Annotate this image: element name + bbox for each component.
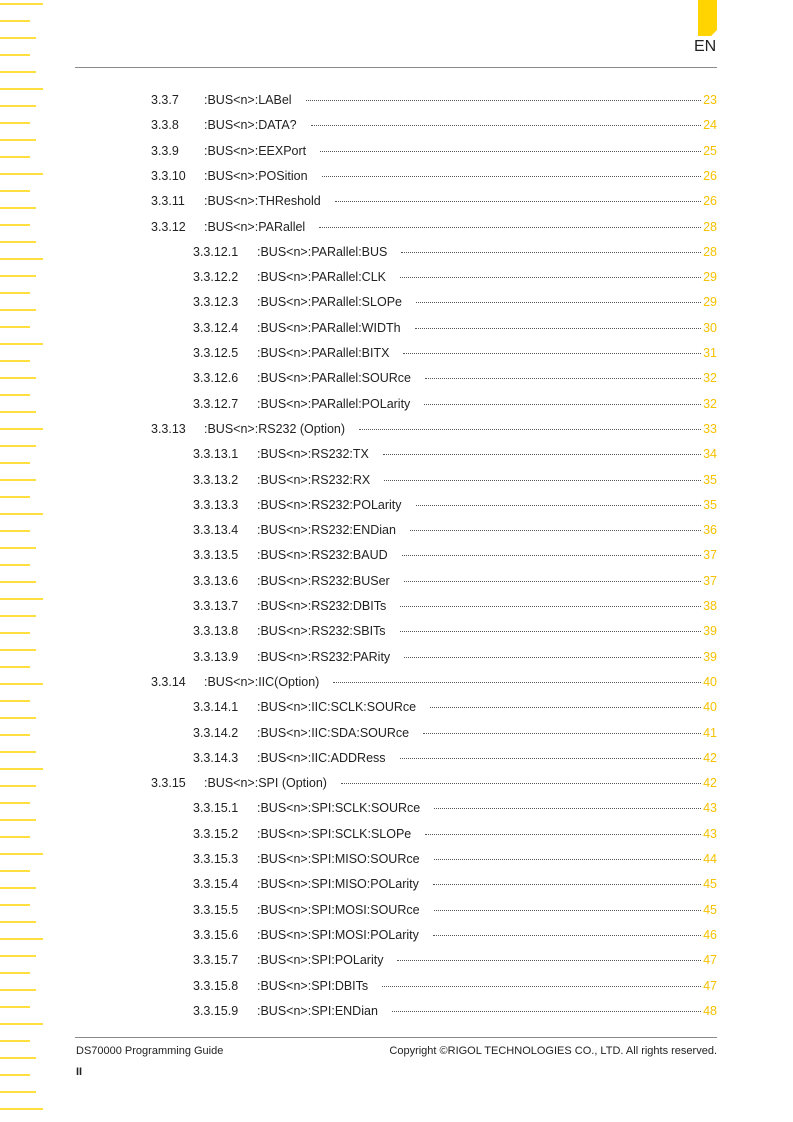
- toc-entry-number: 3.3.13.8: [193, 624, 239, 639]
- toc-entry-page[interactable]: 39: [703, 649, 717, 664]
- toc-entry[interactable]: [193, 928, 717, 946]
- toc-entry-number: 3.3.15.8: [193, 978, 239, 993]
- toc-entry-page[interactable]: 38: [703, 599, 717, 613]
- toc-entry-title[interactable]: :BUS<n>:POSition: [204, 168, 308, 183]
- toc-entry-number: 3.3.13.3: [193, 497, 239, 512]
- toc-entry-page[interactable]: 28: [703, 244, 717, 259]
- toc-entry-title[interactable]: :BUS<n>:RS232:ENDian: [257, 523, 396, 538]
- toc-dot-leader: [434, 859, 702, 860]
- toc-entry-number: 3.3.15.9: [193, 1003, 239, 1018]
- toc-dot-leader: [416, 302, 701, 303]
- toc-dot-leader: [382, 986, 701, 987]
- toc-entry-page[interactable]: 45: [703, 902, 717, 917]
- toc-entry-title[interactable]: :BUS<n>:SPI:DBITs: [257, 978, 369, 993]
- toc-entry-page[interactable]: 46: [703, 927, 717, 942]
- toc-entry-title[interactable]: :BUS<n>:RS232:SBITs: [257, 624, 386, 639]
- toc-entry-title[interactable]: :BUS<n>:SPI:MOSI:SOURce: [257, 902, 420, 917]
- toc-entry-title[interactable]: :BUS<n>:EEXPort: [204, 143, 307, 158]
- toc-dot-leader: [404, 657, 701, 658]
- toc-entry-page[interactable]: 25: [703, 143, 717, 158]
- toc-entry-number: 3.3.14.3: [193, 750, 239, 765]
- toc-entry-title[interactable]: :BUS<n>:SPI:SCLK:SOURce: [257, 801, 421, 816]
- toc-entry-page[interactable]: 30: [703, 320, 717, 335]
- toc-entry-number: 3.3.15.2: [193, 826, 239, 841]
- copyright-notice: Copyright ©RIGOL TECHNOLOGIES CO., LTD. All rights reserved.: [389, 1045, 717, 1057]
- toc-dot-leader: [384, 480, 701, 481]
- toc-entry-number: 3.3.14: [151, 674, 186, 689]
- toc-entry-page[interactable]: 43: [703, 801, 717, 816]
- toc-entry-number: 3.3.12.7: [193, 396, 239, 411]
- toc-entry-title[interactable]: :BUS<n>:PARallel:BUS: [257, 244, 388, 259]
- toc-entry[interactable]: [193, 346, 717, 364]
- toc-dot-leader: [306, 100, 702, 101]
- toc-entry[interactable]: [193, 624, 717, 642]
- toc-dot-leader: [425, 834, 701, 835]
- toc-entry-title[interactable]: :BUS<n>:PARallel:SLOPe: [257, 295, 402, 310]
- toc-dot-leader: [430, 707, 701, 708]
- toc-entry-title[interactable]: :BUS<n>:RS232 (Option): [204, 421, 346, 436]
- toc-entry-number: 3.3.8: [151, 118, 179, 133]
- toc-entry-number: 3.3.15.1: [193, 801, 239, 816]
- toc-dot-leader: [319, 227, 701, 228]
- toc-entry-number: 3.3.12.2: [193, 270, 239, 285]
- toc-entry[interactable]: [193, 295, 717, 313]
- toc-entry-title[interactable]: :BUS<n>:PARallel:POLarity: [257, 396, 411, 411]
- toc-entry-number: 3.3.13.2: [193, 472, 239, 487]
- toc-entry-page[interactable]: 40: [703, 674, 717, 689]
- toc-entry[interactable]: [193, 979, 717, 997]
- toc-entry[interactable]: [193, 700, 717, 718]
- toc-entry[interactable]: [193, 473, 717, 491]
- toc-dot-leader: [424, 404, 701, 405]
- toc-entry-title[interactable]: :BUS<n>:IIC(Option): [204, 674, 320, 689]
- toc-entry-number: 3.3.13.5: [193, 548, 239, 563]
- toc-entry-page[interactable]: 39: [703, 624, 717, 639]
- toc-entry[interactable]: [193, 447, 717, 465]
- toc-entry-page[interactable]: 32: [703, 371, 717, 386]
- toc-entry[interactable]: [151, 169, 717, 187]
- toc-entry-title[interactable]: :BUS<n>:LABel: [204, 93, 292, 107]
- toc-entry[interactable]: [193, 801, 717, 819]
- toc-dot-leader: [400, 758, 702, 759]
- toc-entry-page[interactable]: 34: [703, 447, 717, 462]
- toc-entry-page[interactable]: 44: [703, 852, 717, 866]
- toc-dot-leader: [402, 555, 701, 556]
- toc-entry-page[interactable]: 48: [703, 1003, 717, 1018]
- toc-entry-title[interactable]: :BUS<n>:SPI:SCLK:SLOPe: [257, 826, 412, 841]
- toc-entry-title[interactable]: :BUS<n>:RS232:RX: [257, 472, 371, 487]
- toc-entry-number: 3.3.15.4: [193, 877, 239, 892]
- toc-entry-page[interactable]: 45: [703, 877, 717, 892]
- toc-entry-title[interactable]: :BUS<n>:RS232:POLarity: [257, 497, 402, 512]
- toc-entry-page[interactable]: 37: [703, 573, 717, 588]
- toc-entry[interactable]: [151, 776, 717, 794]
- toc-entry-number: 3.3.15.6: [193, 927, 239, 942]
- toc-entry-number: 3.3.12.4: [193, 320, 239, 335]
- toc-entry-page[interactable]: 43: [703, 826, 717, 841]
- toc-entry-page[interactable]: 32: [703, 396, 717, 411]
- toc-entry-title[interactable]: :BUS<n>:SPI:MOSI:POLarity: [257, 927, 419, 942]
- toc-entry-title[interactable]: :BUS<n>:THReshold: [204, 194, 321, 209]
- toc-entry[interactable]: [193, 903, 717, 921]
- toc-entry-title[interactable]: :BUS<n>:PARallel:WIDTh: [257, 320, 401, 335]
- toc-entry-page[interactable]: 35: [703, 472, 717, 487]
- toc-entry-number: 3.3.13.7: [193, 599, 239, 613]
- toc-entry[interactable]: [193, 827, 717, 845]
- toc-entry[interactable]: [193, 852, 717, 870]
- toc-entry-page[interactable]: 28: [703, 219, 717, 234]
- toc-entry-number: 3.3.15.3: [193, 852, 239, 866]
- toc-entry[interactable]: [151, 118, 717, 136]
- toc-entry-number: 3.3.15: [151, 776, 186, 791]
- toc-entry-title[interactable]: :BUS<n>:RS232:BUSer: [257, 573, 390, 588]
- toc-entry-page[interactable]: 24: [703, 118, 717, 133]
- toc-entry-number: 3.3.13.4: [193, 523, 239, 538]
- toc-entry-number: 3.3.13.1: [193, 447, 239, 462]
- toc-entry-title[interactable]: :BUS<n>:IIC:SCLK:SOURce: [257, 700, 417, 715]
- toc-entry[interactable]: [151, 194, 717, 212]
- toc-dot-leader: [404, 581, 701, 582]
- toc-entry-title[interactable]: :BUS<n>:IIC:SDA:SOURce: [257, 725, 410, 740]
- toc-entry-title[interactable]: :BUS<n>:DATA?: [204, 118, 297, 133]
- toc-entry-number: 3.3.13.6: [193, 573, 239, 588]
- toc-entry[interactable]: [193, 523, 717, 541]
- toc-dot-leader: [397, 960, 701, 961]
- toc-dot-leader: [322, 176, 702, 177]
- document-title: DS70000 Programming Guide: [76, 1045, 224, 1057]
- footer-divider: [75, 1037, 717, 1038]
- toc-entry[interactable]: [193, 270, 717, 288]
- language-label: EN: [694, 38, 717, 55]
- toc-dot-leader: [400, 631, 702, 632]
- toc-entry-page[interactable]: 26: [703, 168, 717, 183]
- toc-entry-title[interactable]: :BUS<n>:SPI:POLarity: [257, 953, 384, 968]
- toc-entry-title[interactable]: :BUS<n>:SPI:MISO:SOURce: [257, 852, 420, 866]
- toc-dot-leader: [335, 201, 701, 202]
- toc-dot-leader: [401, 252, 701, 253]
- toc-entry-title[interactable]: :BUS<n>:IIC:ADDRess: [257, 750, 386, 765]
- toc-dot-leader: [423, 733, 701, 734]
- toc-entry-page[interactable]: 26: [703, 194, 717, 209]
- toc-entry-page[interactable]: 42: [703, 750, 717, 765]
- toc-entry-page[interactable]: 37: [703, 548, 717, 563]
- toc-entry-page[interactable]: 31: [703, 346, 717, 360]
- toc-entry[interactable]: [151, 675, 717, 693]
- toc-dot-leader: [311, 125, 701, 126]
- toc-entry-number: 3.3.12.3: [193, 295, 239, 310]
- toc-entry[interactable]: [193, 548, 717, 566]
- toc-dot-leader: [392, 1011, 701, 1012]
- toc-dot-leader: [415, 328, 702, 329]
- toc-dot-leader: [333, 682, 701, 683]
- toc-dot-leader: [383, 454, 701, 455]
- toc-entry-page[interactable]: 36: [703, 523, 717, 538]
- toc-entry[interactable]: [193, 877, 717, 895]
- toc-dot-leader: [416, 505, 702, 506]
- toc-dot-leader: [410, 530, 701, 531]
- toc-entry-title[interactable]: :BUS<n>:PARallel: [204, 219, 306, 234]
- toc-entry-number: 3.3.15.5: [193, 902, 239, 917]
- toc-entry-number: 3.3.14.1: [193, 700, 239, 715]
- toc-entry-number: 3.3.12.5: [193, 346, 239, 360]
- toc-entry-number: 3.3.12.1: [193, 244, 239, 259]
- toc-entry-number: 3.3.13.9: [193, 649, 239, 664]
- toc-entry-title[interactable]: :BUS<n>:RS232:DBITs: [257, 599, 387, 613]
- toc-dot-leader: [341, 783, 701, 784]
- toc-entry[interactable]: [151, 144, 717, 162]
- toc-entry-title[interactable]: :BUS<n>:PARallel:CLK: [257, 270, 386, 285]
- toc-entry-number: 3.3.7: [151, 93, 179, 107]
- toc-entry-title[interactable]: :BUS<n>:SPI (Option): [204, 776, 327, 791]
- toc-entry[interactable]: [193, 574, 717, 592]
- toc-entry-page[interactable]: 29: [703, 295, 717, 310]
- toc-entry[interactable]: [193, 371, 717, 389]
- toc-entry[interactable]: [193, 650, 717, 668]
- toc-entry-title[interactable]: :BUS<n>:RS232:TX: [257, 447, 369, 462]
- toc-entry-page[interactable]: 35: [703, 497, 717, 512]
- toc-entry[interactable]: [151, 422, 717, 440]
- toc-entry[interactable]: [193, 953, 717, 971]
- toc-dot-leader: [320, 151, 701, 152]
- toc-entry-title[interactable]: :BUS<n>:PARallel:SOURce: [257, 371, 411, 386]
- toc-entry-number: 3.3.11: [151, 194, 185, 209]
- toc-dot-leader: [434, 808, 701, 809]
- toc-entry-number: 3.3.9: [151, 143, 179, 158]
- toc-entry[interactable]: [193, 1004, 717, 1022]
- toc-entry-number: 3.3.10: [151, 168, 186, 183]
- toc-entry-title[interactable]: :BUS<n>:SPI:ENDian: [257, 1003, 378, 1018]
- toc-entry[interactable]: [193, 599, 717, 617]
- toc-dot-leader: [433, 884, 701, 885]
- toc-entry-page[interactable]: 40: [703, 700, 717, 715]
- toc-dot-leader: [400, 606, 701, 607]
- toc-dot-leader: [433, 935, 701, 936]
- toc-entry-page[interactable]: 33: [703, 421, 717, 436]
- toc-entry-page[interactable]: 47: [703, 978, 717, 993]
- toc-entry[interactable]: [151, 93, 717, 111]
- toc-dot-leader: [425, 378, 701, 379]
- toc-entry[interactable]: [193, 397, 717, 415]
- toc-entry-page[interactable]: 41: [703, 725, 717, 740]
- toc-entry-number: 3.3.12.6: [193, 371, 239, 386]
- toc-entry[interactable]: [193, 726, 717, 744]
- toc-entry-title[interactable]: :BUS<n>:RS232:PARity: [257, 649, 391, 664]
- toc-entry-page[interactable]: 47: [703, 953, 717, 968]
- toc-entry-number: 3.3.14.2: [193, 725, 239, 740]
- toc-dot-leader: [403, 353, 701, 354]
- toc-entry[interactable]: [193, 321, 717, 339]
- toc-entry[interactable]: [151, 220, 717, 238]
- toc-entry-number: 3.3.15.7: [193, 953, 239, 968]
- toc-entry-number: 3.3.13: [151, 421, 186, 436]
- toc-entry-page[interactable]: 23: [703, 93, 717, 107]
- toc-entry[interactable]: [193, 498, 717, 516]
- toc-entry-page[interactable]: 42: [703, 776, 717, 791]
- toc-dot-leader: [359, 429, 701, 430]
- toc-entry-page[interactable]: 29: [703, 270, 717, 285]
- toc-entry-title[interactable]: :BUS<n>:PARallel:BITX: [257, 346, 390, 360]
- toc-dot-leader: [400, 277, 701, 278]
- toc-dot-leader: [434, 910, 702, 911]
- toc-entry[interactable]: [193, 751, 717, 769]
- toc-entry-title[interactable]: :BUS<n>:SPI:MISO:POLarity: [257, 877, 419, 892]
- toc-entry-number: 3.3.12: [151, 219, 186, 234]
- toc-entry-title[interactable]: :BUS<n>:RS232:BAUD: [257, 548, 388, 563]
- toc-entry[interactable]: [193, 245, 717, 263]
- page-number: II: [76, 1066, 83, 1078]
